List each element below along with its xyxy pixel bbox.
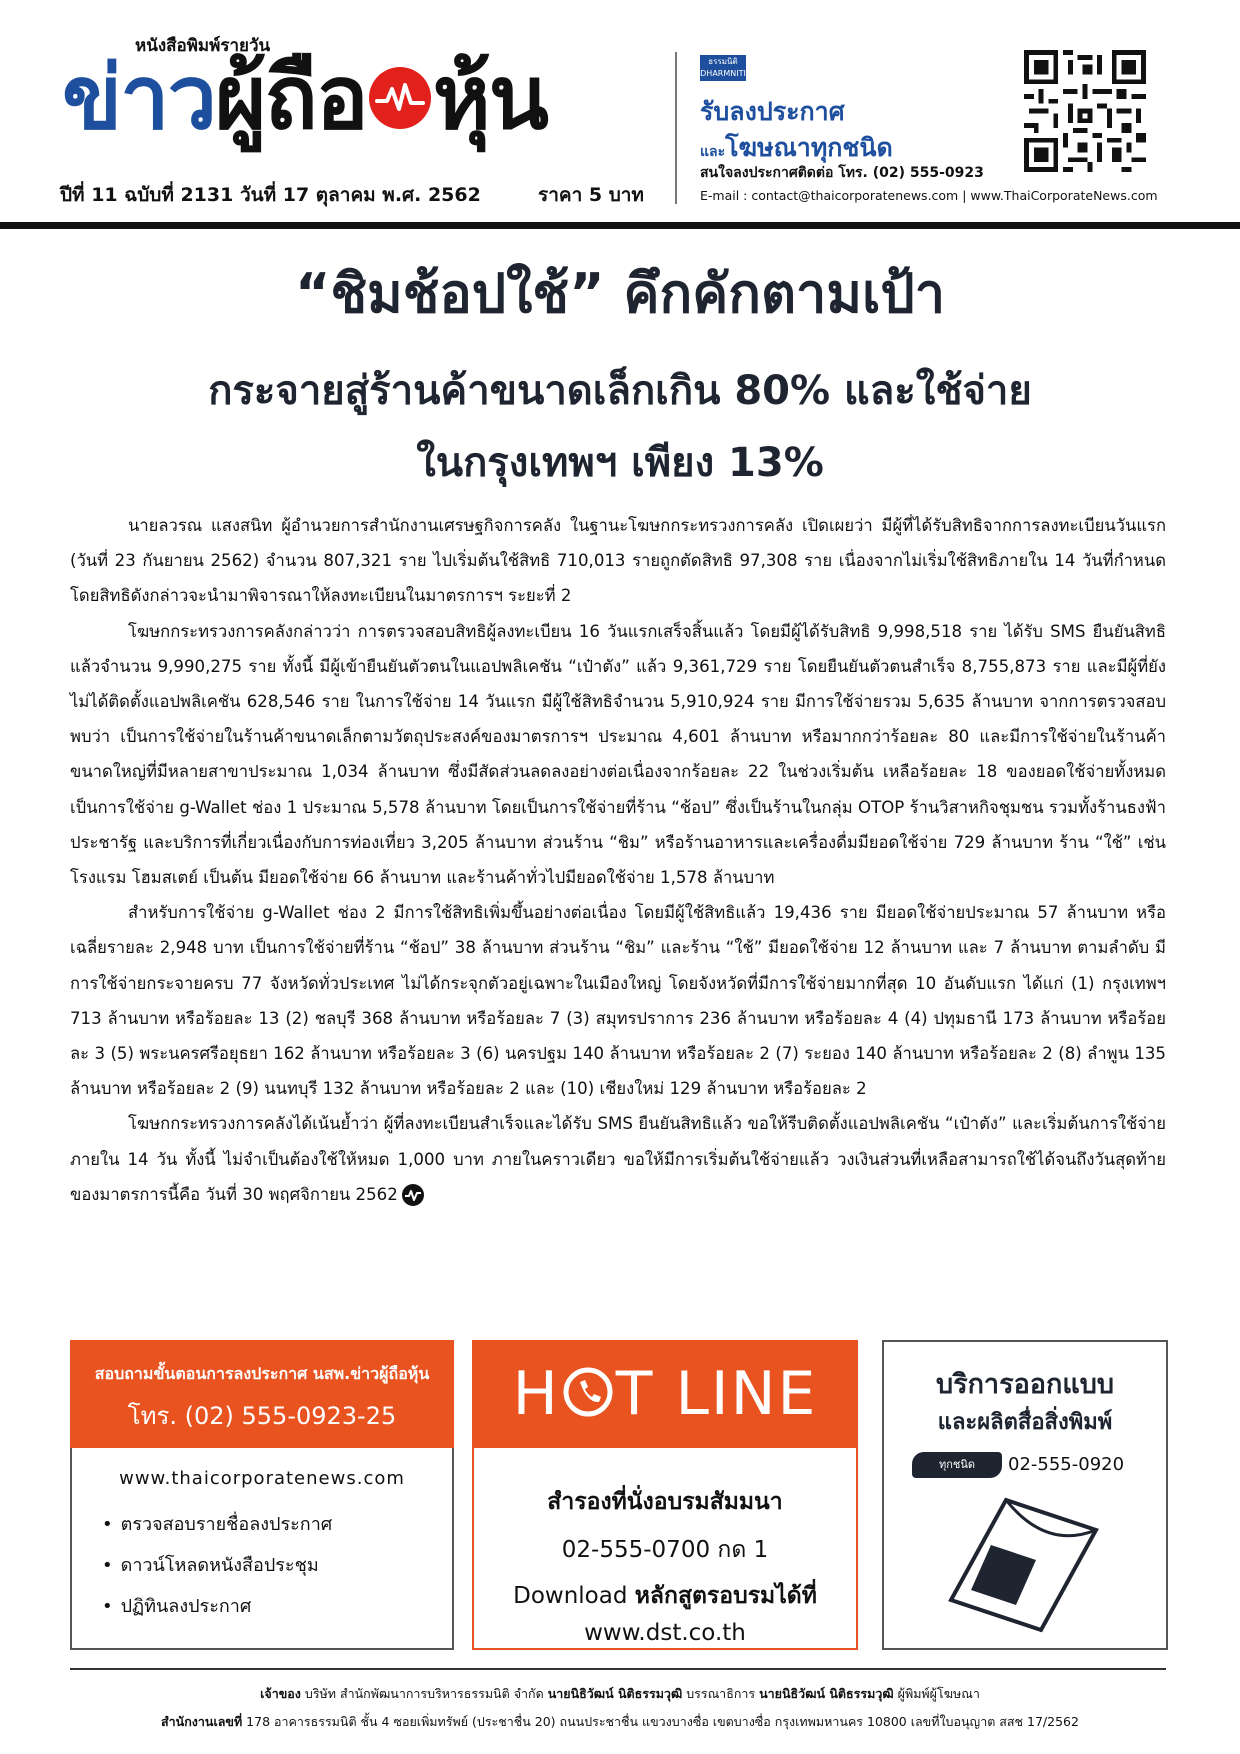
print-design-subtitle: และผลิตสื่อสิ่งพิมพ์ <box>937 1410 1113 1435</box>
footer-owner <box>0 1684 1240 1704</box>
ad-box-announcement-website[interactable]: www.thaicorporatenews.com <box>119 1468 405 1489</box>
phone-icon <box>562 1366 614 1418</box>
list-item: • ปฏิทินลงประกาศ <box>102 1586 332 1627</box>
ad-box-announcement-header <box>70 1340 454 1448</box>
print-design-brand: ทุกชนิด <box>912 1452 1002 1478</box>
dharmniti-logo: ธรรมนิติ DHARMNITI <box>700 55 746 81</box>
qr-code-icon[interactable] <box>1024 50 1146 172</box>
hotline-banner <box>472 1340 858 1448</box>
footer-publisher-role: ผู้พิมพ์ผู้โฆษณา <box>893 1686 980 1701</box>
newspaper-logo[interactable] <box>62 48 547 148</box>
footer-office <box>0 1712 1240 1732</box>
logo-word-1: ข่าว <box>62 46 215 149</box>
issue-info: ปีที่ 11 ฉบับที่ 2131 วันที่ 17 ตุลาคม พ.ศ. 2562 <box>60 184 481 206</box>
stock-chart-icon <box>369 67 431 129</box>
hotline-text-pre: H <box>512 1359 560 1429</box>
footer-editor-name: นายนิธิวัฒน์ นิติธรรมวุฒิ <box>547 1686 683 1701</box>
hotline-download-pre: Download <box>513 1583 635 1609</box>
end-of-article-icon <box>402 1184 424 1206</box>
hotline-text-post: T LINE <box>615 1359 818 1429</box>
hotline-download <box>474 1578 856 1614</box>
list-item: • ดาวน์โหลดหนังสือประชุม <box>102 1545 332 1586</box>
article-paragraph-1: นายลวรณ แสงสนิท ผู้อำนวยการสำนักงานเศรษฐกิจการคลัง ในฐานะโฆษกกระทรวงการคลัง เปิดเผยว่า มีผู้ที่ได้รับสิทธิจากการลงทะเบียนวันแรก (วันที่ 23 กันยายน 2562) จำนวน 807,321 ราย ไปเริ่มต้นใช้สิทธิ 710,013 รายถูกตัดสิทธิ 97,308 ราย เนื่องจากไม่เริ่มใช้สิทธิภายใน 14 วันที่กำหนด โดยสิทธิดังกล่าวจะนำมาพิจารณาให้ลงทะเบียนในมาตรการฯ ระยะที่ 2 <box>70 516 1166 606</box>
footer-editor-role: บรรณาธิการ <box>682 1686 760 1701</box>
masthead-rule <box>0 222 1240 229</box>
hotline-website[interactable]: www.dst.co.th <box>584 1620 746 1646</box>
ad-box-announcement-title: สอบถามขั้นตอนการลงประกาศ นสพ.ข่าวผู้ถือหุ้น <box>94 1364 430 1383</box>
footer-office-text: 178 อาคารธรรมนิติ ชั้น 4 ซอยเพิ่มทรัพย์ (ประชาชื่น 20) ถนนประชาชื่น แขวงบางซื่อ เขตบางซื่อ กรุงเทพมหานคร 10800 เลขที่ใบอนุญาต สสช 17/2562 <box>242 1714 1079 1729</box>
ad-service-line1: รับลงประกาศ <box>700 97 845 126</box>
footer-publisher-name: นายนิธิวัฒน์ นิติธรรมวุฒิ <box>759 1686 894 1701</box>
ad-box-announcement-list <box>102 1504 332 1627</box>
article-paragraph-2: โฆษกกระทรวงการคลังกล่าวว่า การตรวจสอบสิทธิผู้ลงทะเบียน 16 วันแรกเสร็จสิ้นแล้ว โดยมีผู้ได้รับสิทธิ 9,998,518 ราย ได้รับ SMS ยืนยันสิทธิแล้วจำนวน 9,990,275 ราย ทั้งนี้ มีผู้เข้ายืนยันตัวตนในแอปพลิเคชัน “เป๋าตัง” แล้ว 9,361,729 ราย โดยยืนยันตัวตนสำเร็จ 8,755,873 ราย และมีผู้ที่ยังไม่ได้ติดตั้งแอปพลิเคชัน 628,546 ราย ในการใช้จ่าย 14 วันแรก มีผู้ใช้สิทธิจำนวน 5,910,924 ราย มีการใช้จ่ายรวม 5,635 ล้านบาท จากการตรวจสอบพบว่า เป็นการใช้จ่ายในร้านค้าขนาดเล็กตามวัตถุประสงค์ของมาตรการฯ ประมาณ 4,601 ล้านบาท หรือมากกว่าร้อยละ 80 และมีการใช้จ่ายในร้านค้าขนาดใหญ่ที่มีหลายสาขาประมาณ 1,034 ล้านบาท ซึ่งมีสัดส่วนลดลงอย่างต่อเนื่องจากร้อยละ 22 ในช่วงเริ่มต้น เหลือร้อยละ 18 ของยอดใช้จ่ายทั้งหมด เป็นการใช้จ่าย g-Wallet ช่อง 1 ประมาณ 5,578 ล้านบาท โดยเป็นการใช้จ่ายที่ร้าน “ช้อป” ซึ่งเป็นร้านในกลุ่ม OTOP ร้านวิสาหกิจชุมชน รวมทั้งร้านธงฟ้าประชารัฐ และบริการที่เกี่ยวเนื่องกับการท่องเที่ยว 3,205 ล้านบาท ส่วนร้าน “ชิม” หรือร้านอาหารและเครื่องดื่มมียอดใช้จ่าย 729 ล้านบาท ร้าน “ใช้” เช่น โรงแรม โฮมสเตย์ เป็นต้น มียอดใช้จ่าย 66 ล้านบาท และร้านค้าทั่วไปมียอดใช้จ่าย 1,578 ล้านบาท <box>70 621 1166 888</box>
list-item: • ตรวจสอบรายชื่อลงประกาศ <box>102 1504 332 1545</box>
ad-contact-email[interactable]: E-mail : contact@thaicorporatenews.com | www.ThaiCorporateNews.com <box>700 188 1158 203</box>
headline-title: “ชิมช้อปใช้” คึกคักตามเป้า <box>294 262 946 325</box>
print-design-phone: 02-555-0920 <box>1008 1454 1125 1475</box>
headline-subtitle-2: ในกรุงเทพฯ เพียง 13% <box>416 440 824 486</box>
article-paragraph-4-text: โฆษกกระทรวงการคลังได้เน้นย้ำว่า ผู้ที่ลงทะเบียนสำเร็จและได้รับ SMS ยืนยันสิทธิแล้ว ขอให้รีบติดตั้งแอปพลิเคชัน “เป๋าตัง” และเริ่มต้นการใช้จ่ายภายใน 14 วัน ทั้งนี้ ไม่จำเป็นต้องใช้ให้หมด 1,000 บาท ภายในคราวเดียว ขอให้มีการเริ่มต้นใช้จ่ายแล้ว วงเงินส่วนที่เหลือสามารถใช้ได้จนถึงวันสุดท้ายของมาตรการนี้คือ วันที่ 30 พฤศจิกายน 2562 <box>70 1114 1166 1204</box>
hotline-download-bold: หลักสูตรอบรมได้ที่ <box>634 1583 817 1609</box>
ad-box-hotline <box>472 1340 858 1650</box>
article-paragraph-4 <box>70 1106 1166 1212</box>
logo-word-3: หุ้น <box>432 46 547 149</box>
masthead-tagline: หนังสือพิมพ์รายวัน <box>135 36 271 56</box>
ad-box-print-design <box>882 1340 1168 1650</box>
footer-owner-label: เจ้าของ <box>260 1686 301 1701</box>
ad-contact-phone: สนใจลงประกาศติดต่อ โทร. (02) 555-0923 <box>700 165 984 181</box>
issue-price: ราคา 5 บาท <box>538 184 644 206</box>
print-design-title: บริการออกแบบ <box>935 1369 1115 1400</box>
masthead-divider <box>675 52 677 204</box>
footer-owner-text: บริษัท สำนักพัฒนาการบริหารธรรมนิติ จำกัด <box>300 1686 548 1701</box>
article-paragraph-3: สำหรับการใช้จ่าย g-Wallet ช่อง 2 มีการใช้สิทธิเพิ่มขึ้นอย่างต่อเนื่อง โดยมีผู้ใช้สิทธิแล้ว 19,436 ราย มียอดใช้จ่ายประมาณ 57 ล้านบาท หรือเฉลี่ยรายละ 2,948 บาท เป็นการใช้จ่ายที่ร้าน “ช้อป” 38 ล้านบาท ส่วนร้าน “ชิม” และร้าน “ใช้” มียอดใช้จ่าย 12 ล้านบาท และ 7 ล้านบาท ตามลำดับ มีการใช้จ่ายกระจายครบ 77 จังหวัดทั่วประเทศ ไม่ได้กระจุกตัวอยู่เฉพาะในเมืองใหญ่ โดยจังหวัดที่มีการใช้จ่ายมากที่สุด 10 อันดับแรก ได้แก่ (1) กรุงเทพฯ 713 ล้านบาท หรือร้อยละ 13 (2) ชลบุรี 368 ล้านบาท หรือร้อยละ 7 (3) สมุทรปราการ 236 ล้านบาท หรือร้อยละ 4 (4) ปทุมธานี 173 ล้านบาท หรือร้อยละ 3 (5) พระนครศรีอยุธยา 162 ล้านบาท หรือร้อยละ 3 (6) นครปฐม 140 ล้านบาท หรือร้อยละ 2 (7) ระยอง 140 ล้านบาท หรือร้อยละ 2 (8) ลำพูน 135 ล้านบาท หรือร้อยละ 2 (9) นนทบุรี 132 ล้านบาท หรือร้อยละ 2 และ (10) เชียงใหม่ 129 ล้านบาท หรือร้อยละ 2 <box>70 903 1166 1099</box>
article-body <box>70 508 1166 1212</box>
ad-service-prefix: และ <box>700 144 726 160</box>
logo-word-2: ผู้ถือ <box>214 46 367 149</box>
ad-service-text: โฆษณาทุกชนิด <box>725 133 893 162</box>
footer-office-label: สำนักงานเลขที่ <box>161 1714 243 1729</box>
masthead <box>0 0 1240 222</box>
hotline-phone: 02-555-0700 กด 1 <box>561 1537 769 1563</box>
ad-box-announcement-phone: โทร. (02) 555-0923-25 <box>127 1402 397 1430</box>
hotline-seminar: สำรองที่นั่งอบรมสัมมนา <box>547 1489 783 1515</box>
footer-rule <box>70 1668 1166 1670</box>
ad-box-announcement <box>70 1340 454 1650</box>
headline-subtitle-1: กระจายสู่ร้านค้าขนาดเล็กเกิน 80% และใช้จ่าย <box>208 368 1032 414</box>
printed-document-icon <box>946 1490 1106 1640</box>
